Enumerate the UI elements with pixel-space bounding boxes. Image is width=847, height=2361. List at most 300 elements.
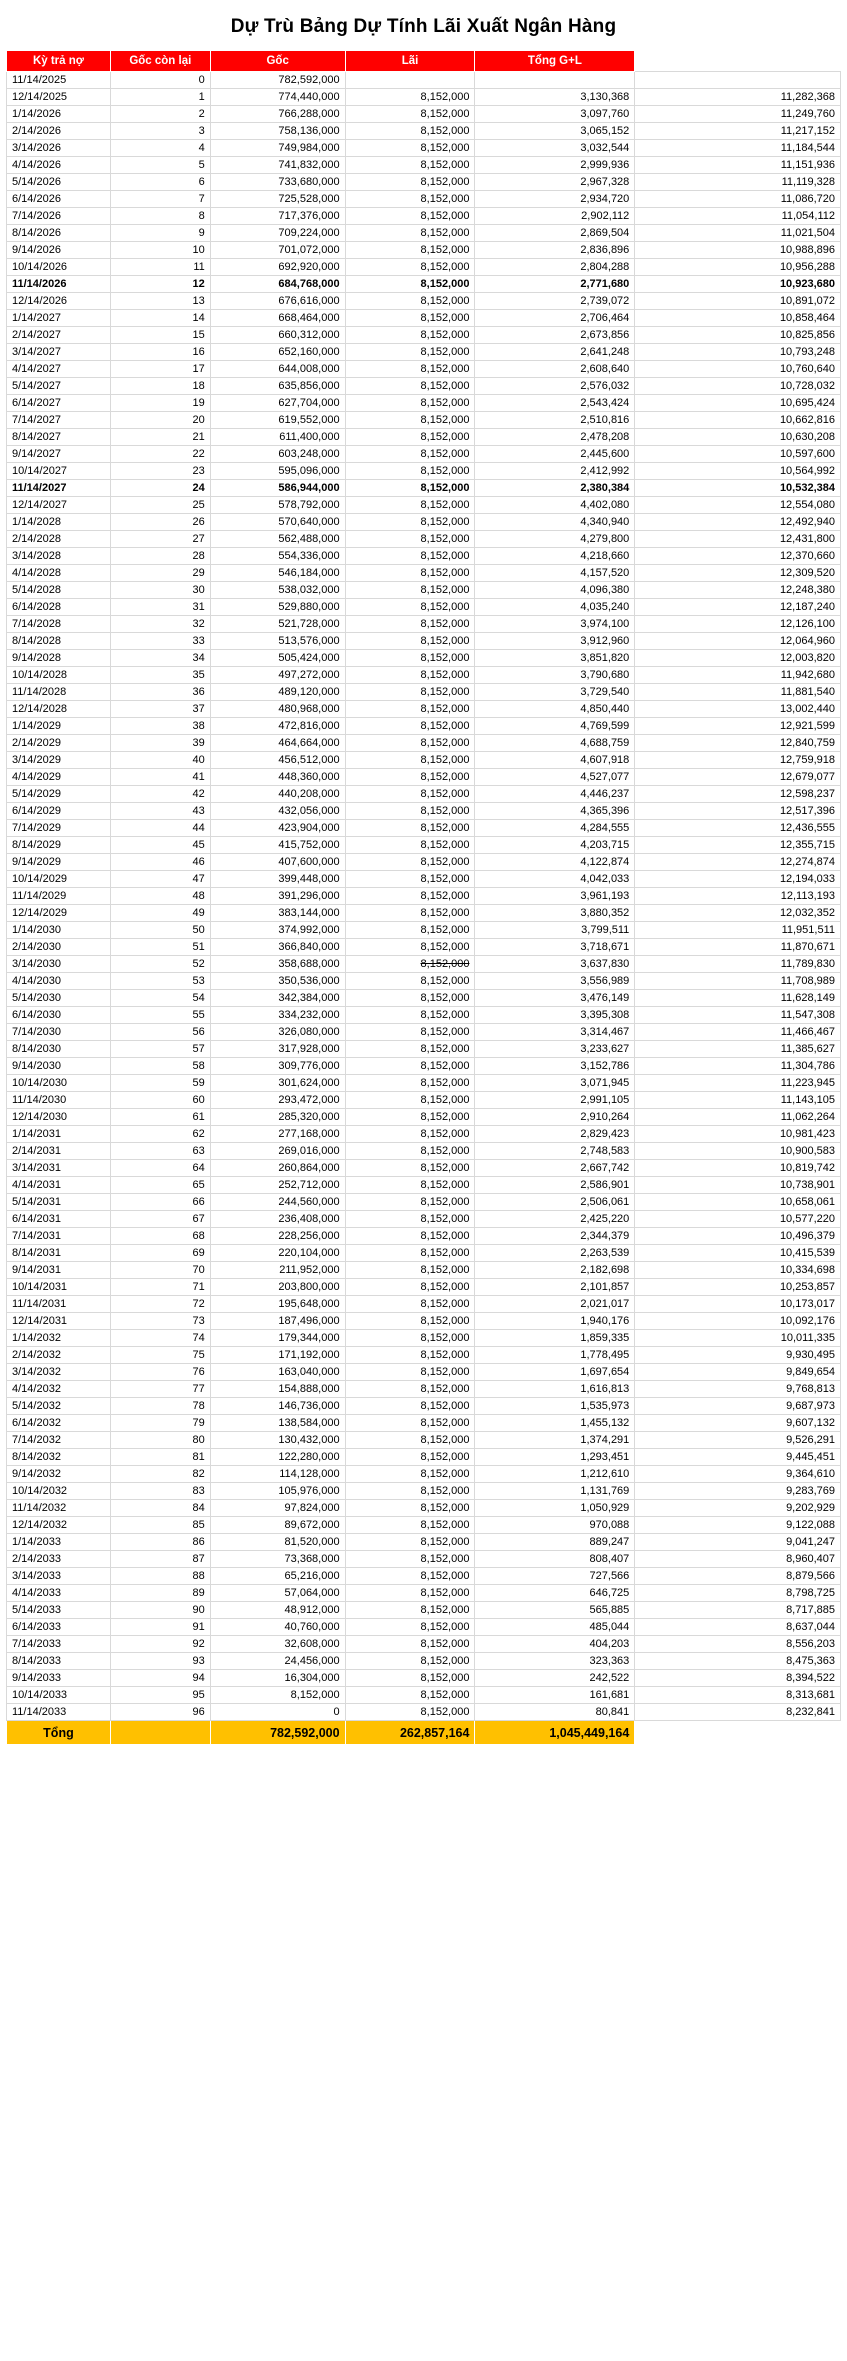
cell-period: 33 [110,633,210,650]
cell-total: 10,577,220 [635,1211,841,1228]
cell-total: 10,695,424 [635,395,841,412]
footer-principal-total: 782,592,000 [210,1721,345,1745]
cell-period: 78 [110,1398,210,1415]
cell-principal: 8,152,000 [345,922,475,939]
cell-balance: 619,552,000 [210,412,345,429]
table-row [7,514,841,531]
cell-principal: 8,152,000 [345,616,475,633]
cell-period: 48 [110,888,210,905]
cell-balance: 154,888,000 [210,1381,345,1398]
cell-principal: 8,152,000 [345,1211,475,1228]
cell-principal: 8,152,000 [345,1670,475,1687]
cell-date: 8/14/2030 [7,1041,111,1058]
cell-balance: 301,624,000 [210,1075,345,1092]
cell-date: 1/14/2029 [7,718,111,735]
column-header-principal: Gốc [210,51,345,72]
cell-period: 11 [110,259,210,276]
cell-total: 11,086,720 [635,191,841,208]
cell-principal: 8,152,000 [345,769,475,786]
cell-interest: 1,374,291 [475,1432,635,1449]
cell-principal: 8,152,000 [345,820,475,837]
cell-balance: 65,216,000 [210,1568,345,1585]
cell-period: 19 [110,395,210,412]
cell-date: 4/14/2028 [7,565,111,582]
cell-date: 7/14/2028 [7,616,111,633]
cell-principal: 8,152,000 [345,990,475,1007]
table-row [7,633,841,650]
cell-total: 9,202,929 [635,1500,841,1517]
cell-balance: 480,968,000 [210,701,345,718]
cell-total: 12,517,396 [635,803,841,820]
cell-principal: 8,152,000 [345,1534,475,1551]
cell-interest: 2,344,379 [475,1228,635,1245]
cell-total: 12,679,077 [635,769,841,786]
cell-total: 12,064,960 [635,633,841,650]
table-row [7,1704,841,1721]
table-row [7,599,841,616]
cell-balance: 374,992,000 [210,922,345,939]
cell-principal: 8,152,000 [345,1007,475,1024]
cell-principal: 8,152,000 [345,1024,475,1041]
cell-period: 81 [110,1449,210,1466]
cell-date: 3/14/2029 [7,752,111,769]
cell-period: 94 [110,1670,210,1687]
cell-balance: 497,272,000 [210,667,345,684]
cell-interest: 2,804,288 [475,259,635,276]
table-row [7,1177,841,1194]
cell-date: 11/14/2025 [7,72,111,89]
cell-period: 35 [110,667,210,684]
table-row [7,242,841,259]
cell-period: 0 [110,72,210,89]
cell-principal: 8,152,000 [345,1245,475,1262]
cell-balance: 203,800,000 [210,1279,345,1296]
cell-period: 24 [110,480,210,497]
table-row [7,1109,841,1126]
cell-date: 1/14/2033 [7,1534,111,1551]
table-row [7,1619,841,1636]
cell-total: 10,858,464 [635,310,841,327]
table-row [7,1296,841,1313]
table-row [7,1160,841,1177]
cell-date: 4/14/2027 [7,361,111,378]
cell-total: 12,274,874 [635,854,841,871]
cell-total: 12,194,033 [635,871,841,888]
cell-period: 43 [110,803,210,820]
table-row [7,905,841,922]
cell-interest: 1,131,769 [475,1483,635,1500]
cell-total: 10,496,379 [635,1228,841,1245]
cell-total: 9,526,291 [635,1432,841,1449]
cell-principal: 8,152,000 [345,259,475,276]
cell-total: 12,554,080 [635,497,841,514]
cell-total: 10,760,640 [635,361,841,378]
cell-interest: 3,637,830 [475,956,635,973]
cell-interest: 4,042,033 [475,871,635,888]
cell-balance: 448,360,000 [210,769,345,786]
cell-date: 3/14/2030 [7,956,111,973]
cell-interest: 1,697,654 [475,1364,635,1381]
cell-principal: 8,152,000 [345,1500,475,1517]
cell-balance: 749,984,000 [210,140,345,157]
cell-interest: 3,395,308 [475,1007,635,1024]
cell-total: 12,759,918 [635,752,841,769]
column-header-balance: Gốc còn lại [110,51,210,72]
cell-balance: 586,944,000 [210,480,345,497]
cell-balance: 40,760,000 [210,1619,345,1636]
cell-interest: 3,556,989 [475,973,635,990]
cell-interest: 808,407 [475,1551,635,1568]
cell-period: 3 [110,123,210,140]
table-row [7,1483,841,1500]
cell-interest: 2,991,105 [475,1092,635,1109]
table-row [7,310,841,327]
cell-total: 11,249,760 [635,106,841,123]
cell-date: 12/14/2025 [7,89,111,106]
cell-balance: 472,816,000 [210,718,345,735]
cell-date: 3/14/2027 [7,344,111,361]
cell-period: 13 [110,293,210,310]
cell-principal: 8,152,000 [345,735,475,752]
cell-principal: 8,152,000 [345,1568,475,1585]
table-row [7,1670,841,1687]
cell-interest: 1,778,495 [475,1347,635,1364]
cell-principal: 8,152,000 [345,650,475,667]
cell-balance: 97,824,000 [210,1500,345,1517]
cell-interest: 2,412,992 [475,463,635,480]
cell-balance: 195,648,000 [210,1296,345,1313]
cell-balance: 733,680,000 [210,174,345,191]
cell-period: 2 [110,106,210,123]
table-row [7,1245,841,1262]
cell-principal: 8,152,000 [345,786,475,803]
cell-period: 20 [110,412,210,429]
cell-principal: 8,152,000 [345,1313,475,1330]
cell-balance: 505,424,000 [210,650,345,667]
cell-date: 7/14/2032 [7,1432,111,1449]
table-row [7,1313,841,1330]
cell-interest: 1,293,451 [475,1449,635,1466]
cell-balance: 220,104,000 [210,1245,345,1262]
cell-balance: 228,256,000 [210,1228,345,1245]
cell-total: 11,304,786 [635,1058,841,1075]
cell-date: 10/14/2030 [7,1075,111,1092]
cell-period: 6 [110,174,210,191]
cell-balance: 774,440,000 [210,89,345,106]
cell-period: 84 [110,1500,210,1517]
cell-total: 10,819,742 [635,1160,841,1177]
cell-period: 34 [110,650,210,667]
table-row [7,1687,841,1704]
cell-principal: 8,152,000 [345,378,475,395]
cell-balance: 578,792,000 [210,497,345,514]
cell-principal: 8,152,000 [345,1602,475,1619]
cell-interest: 3,097,760 [475,106,635,123]
cell-total: 11,789,830 [635,956,841,973]
table-row [7,123,841,140]
cell-interest: 3,912,960 [475,633,635,650]
cell-balance: 130,432,000 [210,1432,345,1449]
cell-principal: 8,152,000 [345,1619,475,1636]
cell-balance: 334,232,000 [210,1007,345,1024]
amortization-table [6,50,841,1745]
cell-interest: 1,940,176 [475,1313,635,1330]
cell-period: 96 [110,1704,210,1721]
cell-period: 87 [110,1551,210,1568]
cell-interest: 2,510,816 [475,412,635,429]
cell-date: 3/14/2028 [7,548,111,565]
table-row [7,1092,841,1109]
table-row [7,1211,841,1228]
cell-total: 10,738,901 [635,1177,841,1194]
cell-balance: 611,400,000 [210,429,345,446]
cell-period: 93 [110,1653,210,1670]
cell-balance: 24,456,000 [210,1653,345,1670]
cell-total: 9,364,610 [635,1466,841,1483]
cell-interest: 2,506,061 [475,1194,635,1211]
footer-row [7,1721,841,1745]
cell-total: 12,126,100 [635,616,841,633]
cell-total: 9,687,973 [635,1398,841,1415]
cell-period: 14 [110,310,210,327]
cell-interest: 4,527,077 [475,769,635,786]
cell-principal: 8,152,000 [345,106,475,123]
cell-principal: 8,152,000 [345,191,475,208]
cell-date: 1/14/2031 [7,1126,111,1143]
cell-date: 4/14/2029 [7,769,111,786]
cell-date: 6/14/2026 [7,191,111,208]
cell-principal: 8,152,000 [345,1466,475,1483]
cell-date: 9/14/2031 [7,1262,111,1279]
cell-total: 10,956,288 [635,259,841,276]
cell-period: 46 [110,854,210,871]
cell-balance: 105,976,000 [210,1483,345,1500]
cell-total: 11,282,368 [635,89,841,106]
cell-interest: 2,608,640 [475,361,635,378]
cell-date: 7/14/2027 [7,412,111,429]
table-row [7,344,841,361]
cell-interest: 646,725 [475,1585,635,1602]
table-body [7,72,841,1721]
cell-period: 67 [110,1211,210,1228]
cell-total: 13,002,440 [635,701,841,718]
table-row [7,1432,841,1449]
cell-period: 18 [110,378,210,395]
cell-principal: 8,152,000 [345,905,475,922]
cell-interest: 3,790,680 [475,667,635,684]
cell-date: 2/14/2033 [7,1551,111,1568]
cell-principal: 8,152,000 [345,480,475,497]
cell-date: 5/14/2033 [7,1602,111,1619]
cell-date: 2/14/2032 [7,1347,111,1364]
cell-balance: 138,584,000 [210,1415,345,1432]
cell-total: 12,840,759 [635,735,841,752]
cell-date: 11/14/2027 [7,480,111,497]
cell-date: 6/14/2028 [7,599,111,616]
cell-principal: 8,152,000 [345,463,475,480]
cell-period: 73 [110,1313,210,1330]
cell-balance: 391,296,000 [210,888,345,905]
cell-principal: 8,152,000 [345,208,475,225]
cell-period: 40 [110,752,210,769]
table-row [7,1228,841,1245]
cell-interest: 2,829,423 [475,1126,635,1143]
cell-balance: 73,368,000 [210,1551,345,1568]
cell-interest: 323,363 [475,1653,635,1670]
cell-date: 11/14/2033 [7,1704,111,1721]
cell-balance: 277,168,000 [210,1126,345,1143]
table-row [7,1500,841,1517]
table-header [7,51,841,72]
cell-principal: 8,152,000 [345,89,475,106]
table-footer [7,1721,841,1745]
cell-total: 11,466,467 [635,1024,841,1041]
cell-period: 8 [110,208,210,225]
cell-period: 17 [110,361,210,378]
cell-date: 1/14/2030 [7,922,111,939]
cell-period: 45 [110,837,210,854]
cell-interest: 2,586,901 [475,1177,635,1194]
cell-balance: 32,608,000 [210,1636,345,1653]
cell-principal: 8,152,000 [345,956,475,973]
cell-principal: 8,152,000 [345,684,475,701]
cell-balance: 595,096,000 [210,463,345,480]
cell-interest: 3,032,544 [475,140,635,157]
cell-period: 51 [110,939,210,956]
cell-principal: 8,152,000 [345,1653,475,1670]
cell-principal: 8,152,000 [345,718,475,735]
cell-date: 7/14/2033 [7,1636,111,1653]
cell-date: 10/14/2032 [7,1483,111,1500]
cell-principal: 8,152,000 [345,497,475,514]
cell-total: 10,630,208 [635,429,841,446]
table-row [7,1143,841,1160]
table-row [7,1041,841,1058]
cell-period: 55 [110,1007,210,1024]
cell-principal: 8,152,000 [345,1347,475,1364]
cell-balance: 529,880,000 [210,599,345,616]
cell-total: 10,900,583 [635,1143,841,1160]
cell-interest: 161,681 [475,1687,635,1704]
table-row [7,1534,841,1551]
cell-date: 10/14/2029 [7,871,111,888]
table-row [7,225,841,242]
table-row [7,684,841,701]
cell-interest: 2,101,857 [475,1279,635,1296]
cell-principal: 8,152,000 [345,412,475,429]
table-row [7,208,841,225]
cell-balance: 171,192,000 [210,1347,345,1364]
table-row [7,1330,841,1347]
cell-date: 12/14/2030 [7,1109,111,1126]
cell-interest: 4,035,240 [475,599,635,616]
cell-period: 42 [110,786,210,803]
cell-principal: 8,152,000 [345,752,475,769]
cell-principal: 8,152,000 [345,701,475,718]
cell-balance: 285,320,000 [210,1109,345,1126]
cell-principal: 8,152,000 [345,1143,475,1160]
cell-interest: 3,065,152 [475,123,635,140]
cell-date: 9/14/2026 [7,242,111,259]
cell-balance: 668,464,000 [210,310,345,327]
cell-interest: 3,152,786 [475,1058,635,1075]
cell-date: 8/14/2029 [7,837,111,854]
table-row [7,157,841,174]
cell-period: 47 [110,871,210,888]
cell-interest: 242,522 [475,1670,635,1687]
cell-interest: 565,885 [475,1602,635,1619]
table-row [7,106,841,123]
table-row [7,395,841,412]
cell-date: 11/14/2026 [7,276,111,293]
cell-period: 41 [110,769,210,786]
cell-interest: 4,122,874 [475,854,635,871]
table-row [7,769,841,786]
cell-period: 56 [110,1024,210,1041]
table-row [7,1585,841,1602]
table-row [7,293,841,310]
cell-total: 8,232,841 [635,1704,841,1721]
cell-balance: 407,600,000 [210,854,345,871]
cell-period: 52 [110,956,210,973]
cell-date: 2/14/2026 [7,123,111,140]
cell-principal: 8,152,000 [345,837,475,854]
cell-period: 60 [110,1092,210,1109]
cell-balance: 758,136,000 [210,123,345,140]
table-row [7,276,841,293]
cell-interest: 2,576,032 [475,378,635,395]
cell-balance: 652,160,000 [210,344,345,361]
cell-interest: 4,688,759 [475,735,635,752]
table-row [7,412,841,429]
cell-interest: 4,218,660 [475,548,635,565]
cell-period: 9 [110,225,210,242]
table-row [7,990,841,1007]
cell-interest: 970,088 [475,1517,635,1534]
cell-balance: 399,448,000 [210,871,345,888]
cell-interest: 4,607,918 [475,752,635,769]
cell-balance: 244,560,000 [210,1194,345,1211]
table-row [7,1466,841,1483]
cell-balance: 635,856,000 [210,378,345,395]
cell-principal: 8,152,000 [345,1687,475,1704]
cell-date: 5/14/2032 [7,1398,111,1415]
cell-interest: 3,974,100 [475,616,635,633]
cell-date: 3/14/2026 [7,140,111,157]
cell-balance: 660,312,000 [210,327,345,344]
cell-date: 7/14/2030 [7,1024,111,1041]
cell-total: 11,021,504 [635,225,841,242]
cell-total: 10,728,032 [635,378,841,395]
cell-interest: 2,478,208 [475,429,635,446]
cell-balance: 8,152,000 [210,1687,345,1704]
cell-principal: 8,152,000 [345,1483,475,1500]
cell-date: 12/14/2032 [7,1517,111,1534]
cell-interest: 4,769,599 [475,718,635,735]
cell-principal: 8,152,000 [345,888,475,905]
cell-total: 10,011,335 [635,1330,841,1347]
cell-interest: 2,967,328 [475,174,635,191]
cell-date: 6/14/2027 [7,395,111,412]
cell-total: 12,187,240 [635,599,841,616]
cell-interest: 2,869,504 [475,225,635,242]
cell-period: 75 [110,1347,210,1364]
cell-period: 5 [110,157,210,174]
cell-period: 16 [110,344,210,361]
cell-total: 10,825,856 [635,327,841,344]
cell-principal: 8,152,000 [345,973,475,990]
cell-date: 11/14/2029 [7,888,111,905]
